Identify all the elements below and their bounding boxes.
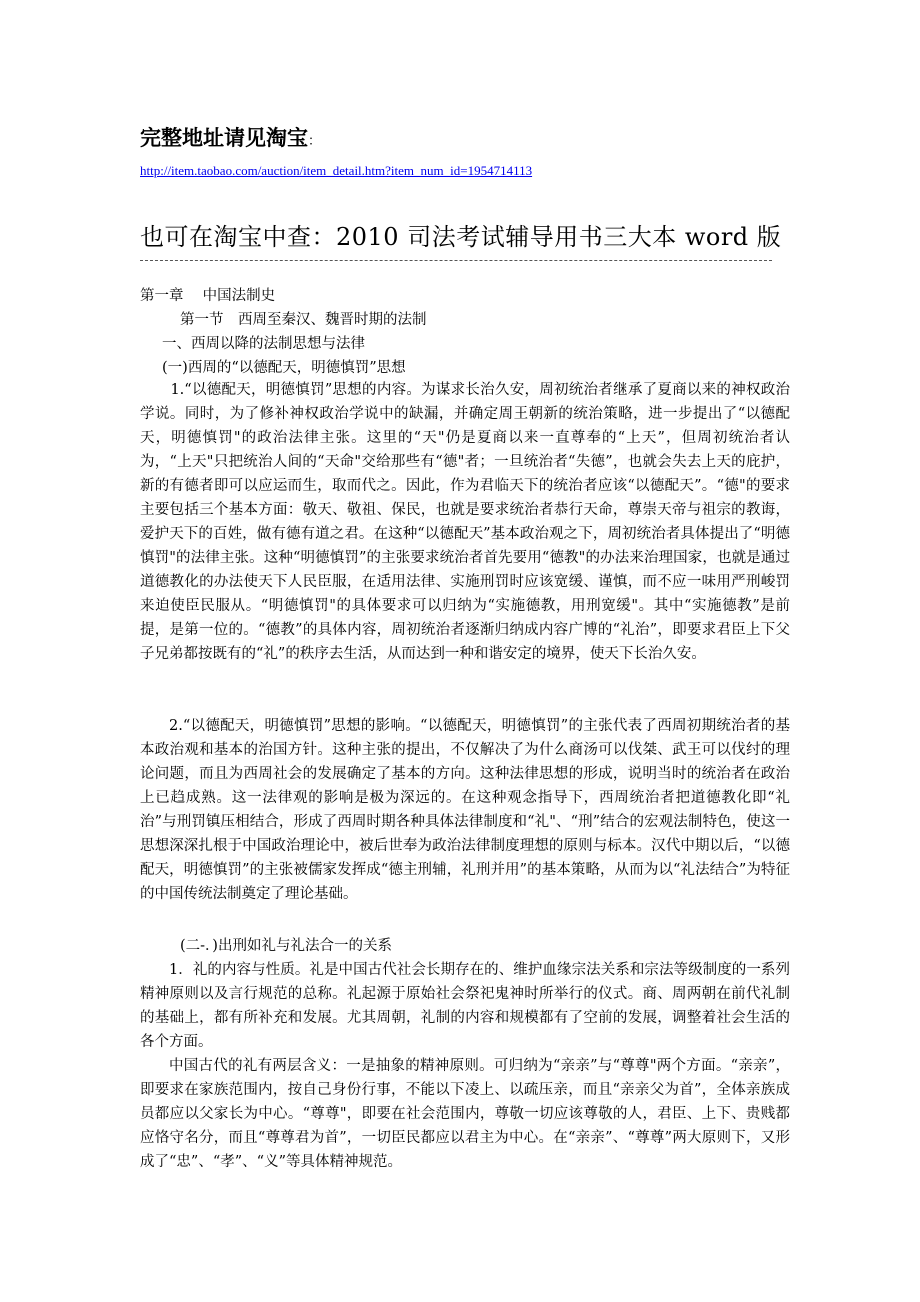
paragraph-3: 1．礼的内容与性质。礼是中国古代社会长期存在的、维护血缘宗法关系和宗法等级制度的一系列精神原则以及言行规范的总称。礼起源于原始社会祭祀鬼神时所举行的仪式。商、周两朝在前代礼制的基础上，都有所补充和发展。尤其周朝，礼制的内容和规模都有了空前的发展，调整着社会生活的各个方面。 <box>140 962 790 1050</box>
chapter-title: 第一章 中国法制史 <box>140 288 276 304</box>
paragraph-1: 1.“以德配天，明德慎罚”思想的内容。为谋求长治久安，周初统治者继承了夏商以来的神权政治学说。同时，为了修补神权政治学说中的缺漏，并确定周王朝新的统治策略，进一步提出了“以德配天，明德慎罚"的政治法律主张。这里的“天"仍是夏商以来一直尊奉的“上天”，但周初统治者认为，“上天"只把统治人间的“天命"交给那些有“德"者；一旦统治者“失德”，也就会失去上天的庇护，新的有德者即可以应运而生，取而代之。因此，作为君临天下的统治者应该“以德配天”。“德"的要求主要包括三个基本方面：敬天、敬祖、保民，也就是要求统治者恭行天命，尊崇天帝与祖宗的教诲，爱护天下的百姓，做有德有道之君。在这种“以德配天”基本政治观之下，周初统治者具体提出了“明德慎罚"的法律主张。这种“明德慎罚”的主张要求统治者首先要用“德教"的办法来治理国家，也就是通过道德教化的办法使天下人民臣服，在适用法律、实施刑罚时应该宽缓、谨慎，而不应一味用严刑峻罚来迫使臣民服从。“明德慎罚"的具体要求可以归纳为“实施德教，用刑宽缓"。其中“实施德教”是前提，是第一位的。“德教”的具体内容，周初统治者逐渐归纳成内容广博的“礼治”，即要求君臣上下父子兄弟都按既有的“礼”的秩序去生活，从而达到一种和谐安定的境界，使天下长治久安。 <box>140 382 790 662</box>
main-heading <box>140 122 321 152</box>
divider-line <box>140 260 772 261</box>
paragraph-2: 2.“以德配天，明德慎罚”思想的影响。“以德配天，明德慎罚”的主张代表了西周初期统治者的基本政治观和基本的治国方针。这种主张的提出，不仅解决了为什么商汤可以伐桀、武王可以伐纣的理论问题，而且为西周社会的发展确定了基本的方向。这种法律思想的形成，说明当时的统治者在政治上已趋成熟。这一法律观的影响是极为深远的。在这种观念指导下，西周统治者把道德教化即“礼治”与刑罚镇压相结合，形成了西周时期各种具体法律制度和“礼"、“刑”结合的宏观法制特色，使这一思想深深扎根于中国政治理论中，被后世奉为政治法律制度理想的原则与标本。汉代中期以后，“以德配天，明德慎罚”的主张被儒家发挥成“德主刑辅，礼刑并用”的基本策略，从而为以“礼法结合”为特征的中国传统法制奠定了理论基础。 <box>140 718 790 902</box>
section-title: 第一节 西周至秦汉、魏晋时期的法制 <box>180 312 427 328</box>
subsection-title-2: (一)西周的“以德配天，明德慎罚”思想 <box>162 360 406 376</box>
taobao-link[interactable]: http://item.taobao.com/auction/item_detail.htm?item_num_id=1954714113 <box>140 163 533 178</box>
main-heading-suffix: ： <box>308 134 322 149</box>
subsection-title-3: (二-．)出刑如礼与礼法合一的关系 <box>180 938 392 954</box>
main-heading-text: 完整地址请见淘宝 <box>140 126 308 150</box>
subsection-title-1: 一、西周以降的法制思想与法律 <box>162 336 365 352</box>
subtitle: 也可在淘宝中查：2010 司法考试辅导用书三大本 word 版 <box>140 223 782 251</box>
paragraph-4: 中国古代的礼有两层含义：一是抽象的精神原则。可归纳为“亲亲”与“尊尊"两个方面。“亲亲”，即要求在家族范围内，按自己身份行事，不能以下凌上、以疏压亲，而且“亲亲父为首”，全体亲族成员都应以父家长为中心。“尊尊"，即要在社会范围内，尊敬一切应该尊敬的人，君臣、上下、贵贱都应恪守名分，而且“尊尊君为首”，一切臣民都应以君主为中心。在“亲亲”、“尊尊”两大原则下，又形成了“忠”、“孝”、“义”等具体精神规范。 <box>140 1058 790 1170</box>
